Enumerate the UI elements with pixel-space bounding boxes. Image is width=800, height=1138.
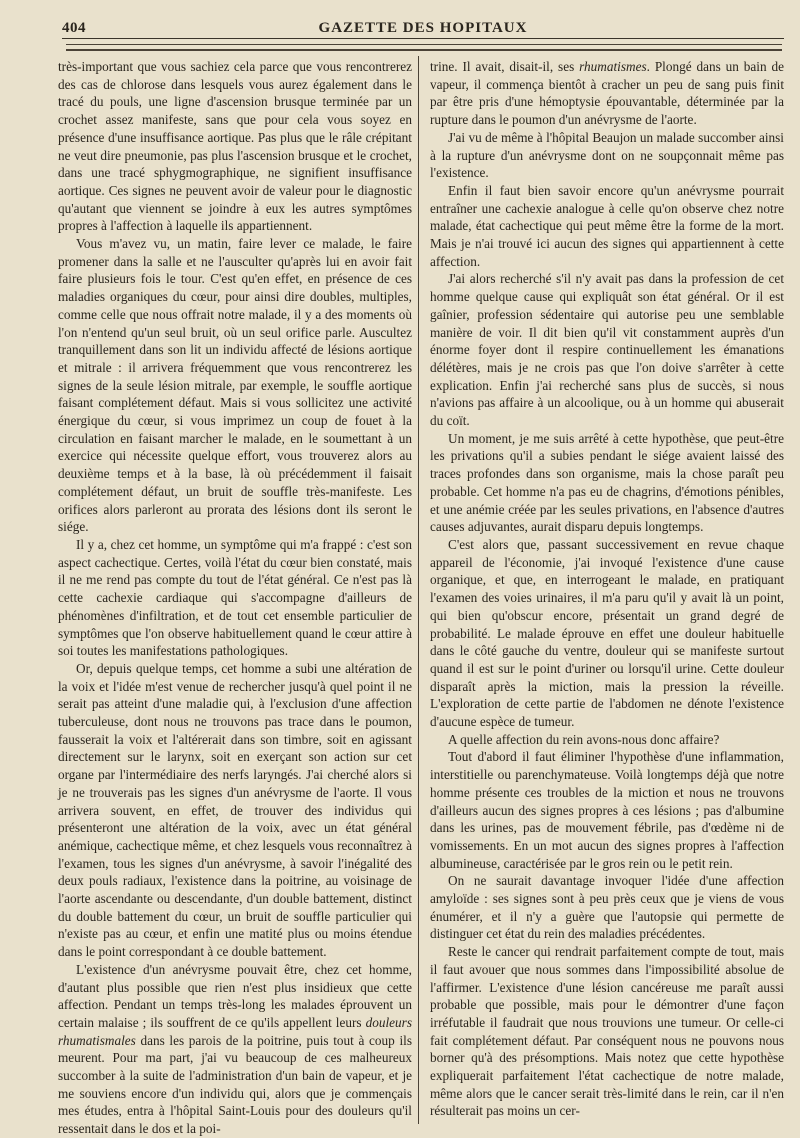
- header-rule-thick: [66, 49, 782, 51]
- column-divider: [418, 56, 419, 1124]
- paragraph-text: dans les parois de la poitrine, puis tout à coup ils meurent. Pour ma part, j'ai vu beaucoup de ces malheureux succomber à la suite de l'administration d'un bain de vapeur, et je me souviens encore d'un individu qui, alors que je commençais mes études, entra à l'hôpital Saint-Louis pour des douleurs qu'il ressentait dans le dos et la poi-: [58, 1032, 412, 1137]
- paragraph: Or, depuis quelque temps, cet homme a subi une altération de la voix et l'idée m'est venue de rechercher jusqu'à quel point il ne serait pas atteint d'une maladie qui, à l'exclusion d'une affection tuberculeuse, dont nous ne trouvons pas trace dans le poumon, fausserait la voix et l'altérerait dans son timbre, soit en agissant directement sur le larynx, soit en exerçant son action sur cet organe par l'intermédiaire des nerfs laryngés. J'ai cherché alors si je ne trouverais pas les signes d'un anévrysme de l'aorte. Il vous arrivera souvent, en effet, de trouver des individus qui présenteront une altération de la voix, avec un état général anémique, cachectique même, et chez lesquels vous reconnaîtrez à l'examen, tous les signes d'un anévrysme, à savoir l'inégalité des deux pouls radiaux, l'existence dans la poitrine, au voisinage de l'aorte ascendante ou descendante, d'un double battement, distinct du double battement du cœur, un bruit de souffle particulier qui n'existe pas au cœur, et enfin une matité plus ou moins étendue dans le point correspondant à ce double battement.: [58, 660, 412, 960]
- paragraph: J'ai vu de même à l'hôpital Beaujon un malade succomber ainsi à la rupture d'un anévrysme dont on ne soupçonnait même pas l'existence.: [430, 129, 784, 181]
- left-column: [58, 58, 412, 1138]
- paragraph: Enfin il faut bien savoir encore qu'un anévrysme pourrait entraîner une cachexie analogue à celle qu'on observe chez notre malade, état cachectique qui peut même être la forme de la mort. Mais je n'ai trouvé ici aucun des signes qui appartiennent à cette affection.: [430, 182, 784, 269]
- paragraph: [58, 961, 412, 1138]
- paragraph-text: . Plongé dans un bain de vapeur, il commença bientôt à cracher un peu de sang puis finit par être pris d'une hémoptysie épouvantable, déterminée par la rupture dans le poumon d'un anévrysme de l'aorte.: [430, 59, 784, 128]
- paragraph: Un moment, je me suis arrêté à cette hypothèse, que peut-être les privations qu'il a subies pendant le siége avaient laissé des traces profondes dans son organisme, mais la chose paraît peu probable. Cet homme n'a pas eu de chagrins, d'émotions pénibles, et une anémie créée par les seules privations, en l'absence d'autres causes adjuvantes, aurait disparu depuis longtemps.: [430, 430, 784, 535]
- paragraph-text: trine. Il avait, disait-il, ses: [430, 59, 580, 74]
- paragraph: Tout d'abord il faut éliminer l'hypothèse d'une inflammation, interstitielle ou parenchymateuse. Voilà longtemps déjà que notre homme présente ces troubles de la miction et nous ne trouvons d'ailleurs aucun des signes propres à ces lésions ; pas d'albumine dans les urines, pas de mouvement fébrile, pas d'œdème ni de vomissements. En un mot aucun des signes propres à l'affection albumineuse, caractérisée par le gros rein ou le petit rein.: [430, 749, 784, 871]
- paragraph: très-important que vous sachiez cela parce que vous rencontrerez des cas de chlorose dans lesquels vous aurez également dans le tracé du pouls, une ligne d'ascension brusque terminée par un crochet assez manifeste, sans que pour cela vous soyez en présence d'une insuffisance aortique. Pas plus que le râle crépitant ne veut dire pneumonie, pas plus l'ascension brusque et le crochet, dans une tracé sphygmographique, ne signifient insuffisance aortique. Ces signes ne peuvent avoir de valeur pour le diagnostic qu'autant que viennent se joindre à eux les autres symptômes propres à l'affection à laquelle ils appartiennent.: [58, 59, 412, 234]
- paragraph: J'ai alors recherché s'il n'y avait pas dans la profession de cet homme quelque cause qui expliquât son état général. Or il est gaînier, profession sédentaire qui autorise peu une semblable manière de voir. Il dit bien qu'il vit constamment auprès d'un énorme foyer dont il respire continuellement les émanations délétères, mais je ne crois pas que l'on doive s'arrêter à cette explication. Enfin j'ai recherché sans plus de succès, si nous n'avions pas affaire à un alcoolique, ou à un homme qui abuserait du coït.: [430, 271, 784, 429]
- paragraph: On ne saurait davantage invoquer l'idée d'une affection amyloïde : ses signes sont à peu près ceux que je viens de vous énumérer, et il n'y a guère que l'autopsie qui permette de distinguer cet état du rein des maladies précédentes.: [430, 873, 784, 942]
- right-column: [430, 58, 784, 1120]
- italic-term: douleurs rhumatismales: [58, 1014, 412, 1048]
- journal-title: GAZETTE DES HOPITAUX: [318, 20, 528, 36]
- paragraph: [430, 58, 784, 129]
- paragraph: A quelle affection du rein avons-nous donc affaire?: [448, 731, 720, 747]
- page-number: 404: [62, 20, 86, 36]
- paragraph: C'est alors que, passant successivement en revue chaque appareil de l'économie, j'ai invoqué l'existence d'une cause organique, et que, en interrogeant le malade, en pratiquant l'examen des voies urinaires, il m'a paru qu'il y avait là un point, qui bien qu'obscur encore, présentait un grand degré de probabilité. Le malade éprouve en effet une douleur habituelle dans le côté gauche du ventre, douleur qui se manifeste surtout quand il est sur le point d'uriner ou lorsqu'il urine. Cette douleur disparaît après la miction, mais la pression la réveille. L'exploration de cette partie de l'abdomen ne dénote l'existence d'aucune espèce de tumeur.: [430, 536, 784, 730]
- paragraph: Reste le cancer qui rendrait parfaitement compte de tout, mais il faut avouer que nous sommes dans l'impossibilité absolue de l'affirmer. L'existence d'une lésion cancéreuse me paraît aussi probable que possible, mais pour le démontrer d'une façon irréfutable il faudrait que nous trouvions une tumeur. Or celle-ci fait complétement défaut. Par conséquent nous ne pouvons nous borner qu'à des présomptions. Mais notez que cette hypothèse expliquerait parfaitement l'état cachectique de notre malade, même alors que le cancer serait très-limité dans le rein, car il n'en résulterait pas moins un cer-: [430, 944, 784, 1119]
- page-header: [62, 14, 784, 39]
- paragraph: Il y a, chez cet homme, un symptôme qui m'a frappé : c'est son aspect cachectique. Certes, voilà l'état du cœur bien constaté, mais il ne me rend pas compte du tout de l'état général. Ce n'est pas là cette cachexie cardiaque qui s'accompagne d'ailleurs de phénomènes d'infiltration, et de tout cet ensemble particulier de symptômes que l'on observe habituellement quand le cœur attire à soi toutes les manifestations pathologiques.: [58, 536, 412, 659]
- italic-term: rhumatismes: [579, 59, 647, 74]
- paragraph-text: L'existence d'un anévrysme pouvait être, chez cet homme, d'autant plus possible que rien n'est plus insidieux que cette affection. Pendant un temps très-long les malades éprouvent un certain malaise ; ils souffrent de ce qu'ils appellent leurs: [58, 961, 412, 1030]
- paragraph: Vous m'avez vu, un matin, faire lever ce malade, le faire promener dans la salle et ne l'ausculter qu'après lui en avoir fait faire plusieurs fois le tour. C'est qu'en effet, en présence de ces maladies organiques du cœur, pour ainsi dire doubles, multiples, comme celle que nous offrait notre malade, il y a des moments où l'on n'entend qu'un seul bruit, où un seul orifice parle. Auscultez tranquillement dans son lit un individu affecté de lésions aortique et mitrale : il arrivera fréquemment que vous rencontrerez les signes de la seule lésion mitrale, par exemple, le souffle aortique faisant complétement défaut. Mais si vous sollicitez une activité énergique du cœur, si vous imprimez un coup de fouet à la circulation en faisant marcher le malade, en le soumettant à un exercice qui nécessite quelque effort, vous trouverez alors au deuxième temps et à la base, là où précédemment il faisait complétement défaut, un bruit de souffle très-manifeste. Les orifices alors parleront au prorata des lésions dont ils seront le siége.: [58, 236, 412, 535]
- header-rule: [66, 44, 782, 45]
